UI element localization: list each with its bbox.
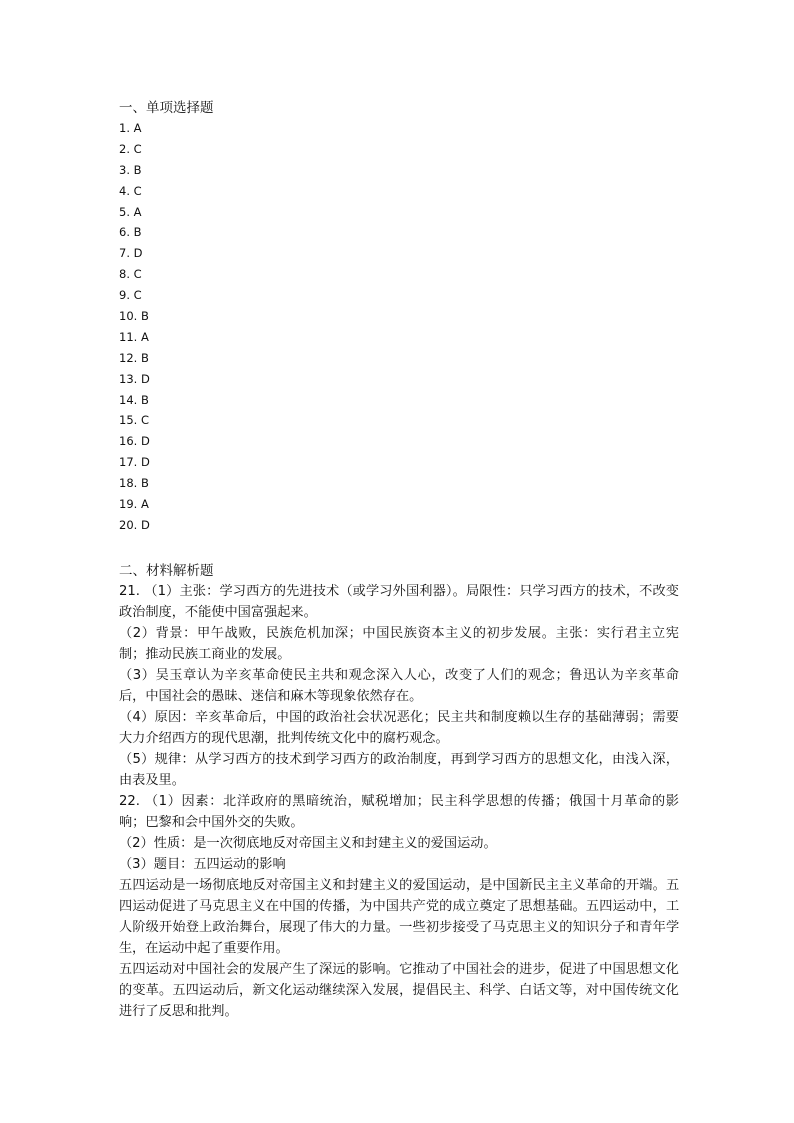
answer-letter: A [133, 204, 142, 219]
answer-number: 9. [119, 288, 130, 303]
answer-item [119, 348, 679, 369]
answer-item [119, 327, 679, 348]
answer-item [119, 222, 679, 243]
answer-number: 15. [119, 413, 138, 428]
answer-letter: B [133, 162, 142, 177]
answer-letter: A [140, 329, 149, 344]
q22-part1: 22. （1）因素：北洋政府的黑暗统治，赋税增加；民主科学思想的传播；俄国十月革命的影响；巴黎和会中国外交的失败。 [119, 793, 679, 830]
answer-item [119, 473, 679, 494]
answer-number: 11. [119, 329, 138, 344]
answer-letter: A [133, 121, 142, 135]
answer-letter: B [140, 350, 149, 365]
answer-number: 8. [119, 267, 130, 282]
answer-item [119, 181, 679, 202]
section-title-choice: 一、单项选择题 [119, 100, 214, 116]
answer-letter: C [140, 413, 149, 428]
answer-letter: A [140, 497, 149, 512]
q22-part3-title: （3）题目：五四运动的影响 [119, 856, 286, 872]
answer-letter: B [133, 225, 142, 240]
q21-part4: （4）原因：辛亥革命后，中国的政治社会状况恶化；民主共和制度赖以生存的基础薄弱；需要大力介绍西方的现代思潮，批判传统文化中的腐朽观念。 [119, 709, 679, 746]
answer-letter: C [133, 267, 142, 282]
section-title-material: 二、材料解析题 [119, 562, 214, 579]
answer-item [119, 369, 679, 390]
answer-item [119, 390, 679, 411]
answer-letter: B [140, 392, 149, 407]
answer-number: 12. [119, 350, 138, 365]
answer-item [119, 285, 679, 306]
answer-sheet [119, 98, 679, 1022]
answer-number: 5. [119, 204, 130, 219]
answer-item [119, 431, 679, 452]
answer-number: 17. [119, 455, 138, 470]
q21-part2: （2）背景：甲午战败，民族危机加深；中国民族资本主义的初步发展。主张：实行君主立宪制；推动民族工商业的发展。 [119, 625, 679, 662]
answer-number: 19. [119, 497, 138, 512]
answer-letter: B [140, 476, 149, 491]
section-gap [119, 536, 679, 561]
answer-item [119, 160, 679, 181]
answer-number: 14. [119, 392, 138, 407]
q21-part1: 21. （1）主张：学习西方的先进技术（或学习外国利器）。局限性：只学习西方的技术，不改变政治制度，不能使中国富强起来。 [119, 583, 679, 620]
answer-number: 3. [119, 162, 130, 177]
answer-number: 6. [119, 225, 130, 240]
answer-number: 13. [119, 371, 138, 386]
answer-number: 18. [119, 476, 138, 491]
answer-letter: C [133, 183, 142, 198]
answer-letter: D [140, 455, 150, 470]
answer-number: 2. [119, 141, 130, 156]
answer-item [119, 118, 679, 139]
answer-letter: C [133, 288, 142, 303]
answer-letter: D [140, 517, 150, 532]
q21-part5: （5）规律：从学习西方的技术到学习西方的政治制度，再到学习西方的思想文化，由浅入深，由表及里。 [119, 751, 679, 788]
answer-letter: D [140, 371, 150, 386]
q22-essay-paragraph-1: 五四运动是一场彻底地反对帝国主义和封建主义的爱国运动，是中国新民主主义革命的开端。五四运动促进了马克思主义在中国的传播，为中国共产党的成立奠定了思想基础。五四运动中，工人阶级开始登上政治舞台，展现了伟大的力量。一些初步接受了马克思主义的知识分子和青年学生，在运动中起了重要作用。 [119, 877, 679, 956]
answer-item [119, 515, 679, 536]
answer-item [119, 139, 679, 160]
choice-answer-list [119, 118, 679, 536]
answer-item [119, 264, 679, 285]
answer-letter: B [140, 309, 149, 324]
answer-number: 20. [119, 517, 138, 532]
answer-number: 1. [119, 121, 130, 135]
answer-item [119, 243, 679, 264]
answer-item [119, 202, 679, 223]
q21-part3: （3）吴玉章认为辛亥革命使民主共和观念深入人心，改变了人们的观念；鲁迅认为辛亥革命后，中国社会的愚昧、迷信和麻木等现象依然存在。 [119, 667, 679, 704]
answer-number: 4. [119, 183, 130, 198]
answer-item [119, 452, 679, 473]
q22-part2: （2）性质：是一次彻底地反对帝国主义和封建主义的爱国运动。 [119, 835, 497, 851]
answer-letter: C [133, 141, 142, 156]
answer-item [119, 494, 679, 515]
answer-letter: D [133, 246, 143, 261]
answer-item [119, 306, 679, 327]
answer-letter: D [140, 434, 150, 449]
q22-essay-paragraph-2: 五四运动对中国社会的发展产生了深远的影响。它推动了中国社会的进步，促进了中国思想文化的变革。五四运动后，新文化运动继续深入发展，提倡民主、科学、白话文等，对中国传统文化进行了反思和批判。 [119, 961, 679, 1019]
answer-number: 16. [119, 434, 138, 449]
answer-number: 10. [119, 309, 138, 324]
answer-item [119, 410, 679, 431]
answer-number: 7. [119, 246, 130, 261]
